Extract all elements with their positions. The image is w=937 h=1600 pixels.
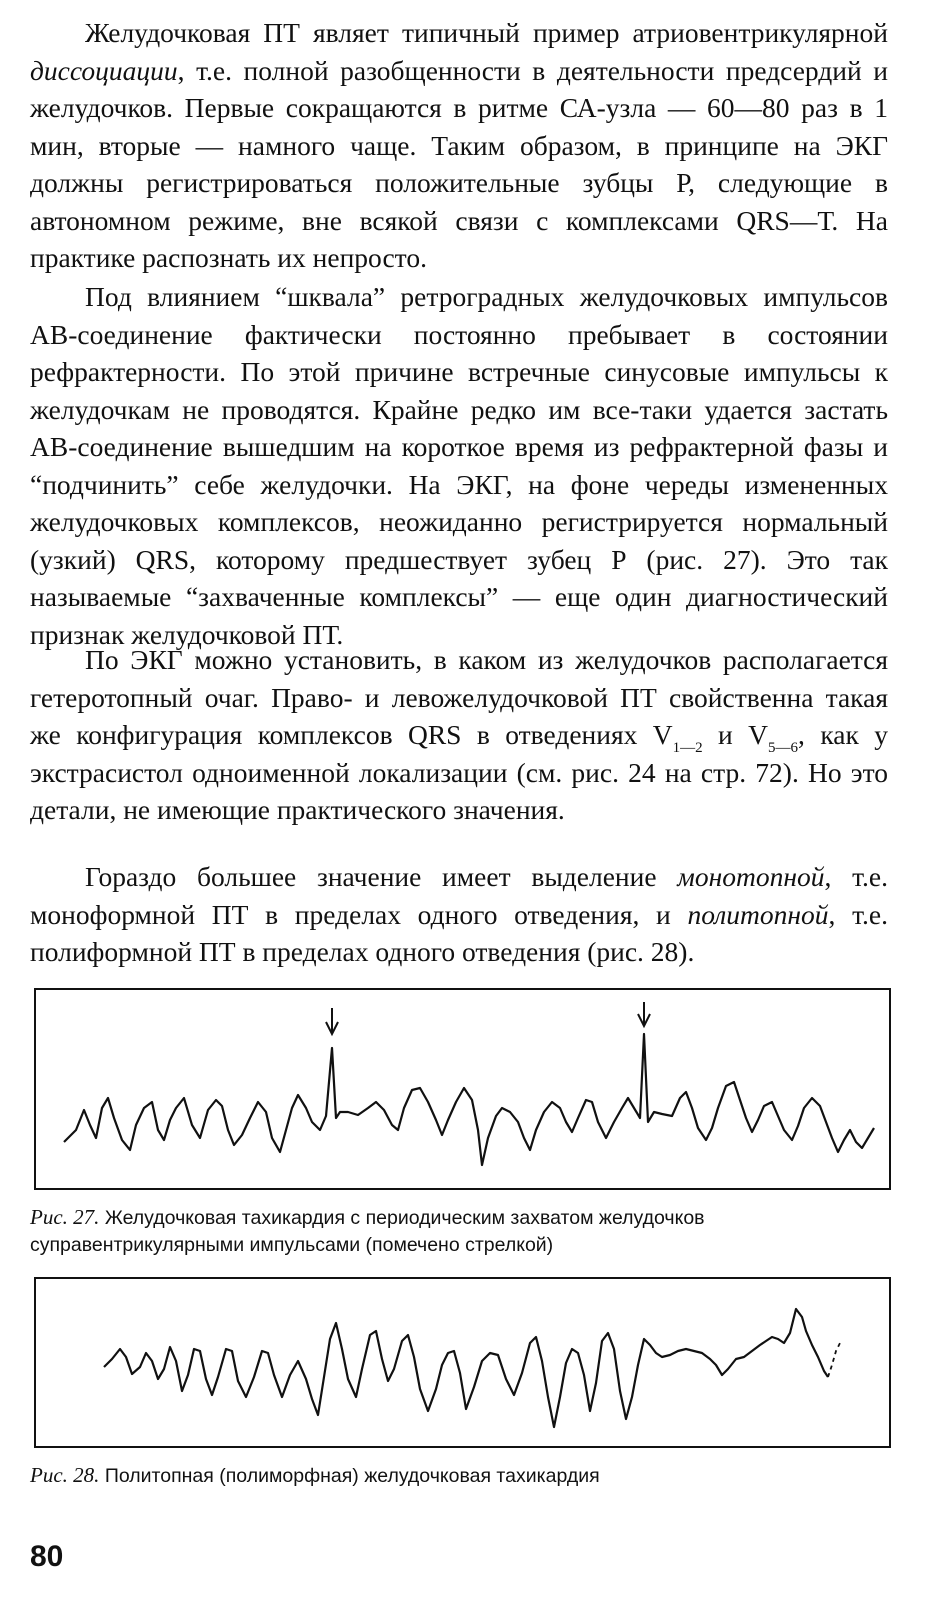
figure-27-label: Рис. 27.	[30, 1205, 100, 1229]
p4-italic-term-2: политопной	[687, 898, 829, 930]
p3-subscript-2: 5—6	[768, 740, 799, 756]
p4-text-c: , т.е. полиформной ПТ в пределах одного отведения (рис. 28).	[30, 898, 888, 967]
figure-28-label: Рис. 28.	[30, 1463, 100, 1487]
p3-text-b: и V	[702, 719, 769, 750]
paragraph-2: Под влиянием “шквала” ретроградных желудочковых импульсов АВ-соединение фактически постоянно пребывает в состоянии рефрактерности. По этой причине встречные синусовые импульсы к желудочкам не проводятся. Крайне редко им все-таки удается застать АВ-соединение вышедшим на короткое время из рефрактерной фазы и “подчинить” себе желудочки. На ЭКГ, на фоне череды измененных желудочковых комплексов, неожиданно регистрируется нормальный (узкий) QRS, которому предшествует зубец Р (рис. 27). Это так называемые “захваченные комплексы” — еще один диагностический признак желудочковой ПТ.	[30, 281, 888, 650]
p1-text-a: Желудочковая ПТ являет типичный пример атриовентрикулярной	[85, 17, 888, 48]
page-number: 80	[30, 1540, 64, 1573]
p1-italic-term: диссоциации	[30, 54, 178, 86]
ecg-trace-27	[36, 990, 889, 1188]
figure-28-caption	[30, 1462, 892, 1490]
p4-text-a: Гораздо большее значение имеет выделение	[85, 861, 678, 892]
p4-text-b: , т.е. моноформной ПТ в пределах одного отведения, и	[30, 861, 889, 930]
ecg-trace-28	[36, 1279, 889, 1446]
paragraph-1	[30, 14, 888, 277]
p4-italic-term-1: монотопной	[677, 861, 825, 892]
ecg-figure-27	[34, 988, 891, 1190]
p3-subscript-1: 1—2	[672, 740, 703, 756]
p3-text-c: , как у экстрасистол одноименной локализации (см. рис. 24 на стр. 72). Но это детали, не имеющие практического значения.	[30, 719, 889, 825]
figure-28-caption-text: Политопная (полиморфная) желудочковая тахикардия	[99, 1465, 600, 1487]
paragraph-3	[30, 641, 888, 829]
p1-text-b: , т.е. полной разобщенности в деятельности предсердий и желудочков. Первые сокращаются в ритме СА-узла — 60—80 раз в 1 мин, вторые — намного чаще. Таким образом, в принципе на ЭКГ должны регистрироваться положительные зубцы Р, следующие в автономном режиме, вне всякой связи с комплексами QRS—Т. На практике распознать их непросто.	[30, 54, 888, 273]
paragraph-4	[30, 858, 888, 971]
ecg-figure-28	[34, 1277, 891, 1448]
figure-27-caption	[30, 1204, 892, 1259]
figure-27-caption-text: Желудочковая тахикардия с периодическим захватом желудочков суправентрикулярными импульсами (помечено стрелкой)	[30, 1207, 705, 1256]
p3-text-a: По ЭКГ можно установить, в каком из желудочков располагается гетеротопный очаг. Право- и левожелудочковой ПТ свойственна такая же конфигурация комплексов QRS в отведениях V	[30, 644, 888, 750]
